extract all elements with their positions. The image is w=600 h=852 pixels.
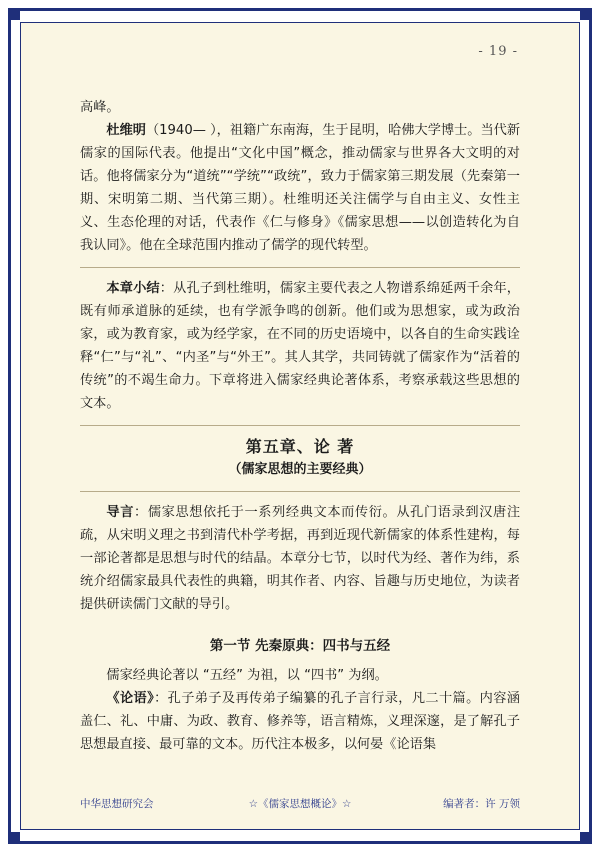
paragraph-du-weiming [80,119,520,257]
corner-ornament-bottom-right [580,832,592,844]
summary-label: 本章小结 [106,281,160,296]
book-title: 《论语》 [106,691,155,706]
chapter-title: 第五章、论 著 [245,437,355,456]
page-content [80,96,520,756]
footer-author: 编著者：许 万领 [443,798,520,810]
intro-label: 导言 [106,505,135,520]
person-name: 杜维明 [106,123,146,138]
section-divider [80,491,520,492]
paragraph-text: （1940— ），祖籍广东南海，生于昆明，哈佛大学博士。当代新儒家的国际代表。他提出“文化中国”概念，推动儒家与世界各大文明的对话。他将儒家分为“道统”“学统”“政统”，致力于儒家第三期发展（先秦第一期、宋明第二期、当代第三期）。杜维明还关注儒学与自由主义、女性主义、生态伦理的对话，代表作《仁与修身》《儒家思想——以创造转化为自我认同》。他在全球范围内推动了儒学的现代转型。 [80,123,521,253]
section-title: 第一节 先秦原典：四书与五经 [209,638,391,654]
section-paragraph: 儒家经典论著以 “五经” 为祖，以 “四书” 为纲。 [106,668,388,683]
section-paragraph-lunyu [80,687,520,756]
footer-publisher: 中华思想研究会 [80,798,154,810]
chapter-intro [80,501,520,616]
intro-text: ：儒家思想依托于一系列经典文本而传衍。从孔门语录到汉唐注疏，从宋明义理之书到清代朴学考据，再到近现代新儒家的体系性建构，每一部论著都是思想与时代的结晶。本章分七节，以时代为经、著作为纬，系统介绍儒家最具代表性的典籍，明其作者、内容、旨趣与历史地位，为读者提供研读儒门文献的导引。 [80,505,521,612]
summary-text: ：从孔子到杜维明，儒家主要代表之人物谱系绵延两千余年，既有师承道脉的延续，也有学派争鸣的创新。他们或为思想家，或为政治家，或为教育家，或为经学家，在不同的历史语境中，以各自的生命实践诠释“仁”与“礼”、“内圣”与“外王”。其人其学，共同铸就了儒家作为“活着的传统”的不竭生命力。下章将进入儒家经典论著体系，考察承载这些思想的文本。 [80,281,520,411]
chapter-summary [80,277,520,415]
corner-ornament-top-left [8,8,20,20]
corner-ornament-top-right [580,8,592,20]
paragraph-continuation: 高峰。 [80,100,120,115]
section-divider [80,425,520,426]
footer-book-title: ☆《儒家思想概论》☆ [248,798,352,810]
paragraph-text: ：孔子弟子及再传弟子编纂的孔子言行录，凡二十篇。内容涵盖仁、礼、中庸、为政、教育、修养等，语言精炼，义理深邃，是了解孔子思想最直接、最可靠的文本。历代注本极多，以何晏《论语集 [80,691,520,752]
page-number: - 19 - [478,44,518,59]
section-divider [80,267,520,268]
corner-ornament-bottom-left [8,832,20,844]
chapter-subtitle: （儒家思想的主要经典） [228,462,372,477]
